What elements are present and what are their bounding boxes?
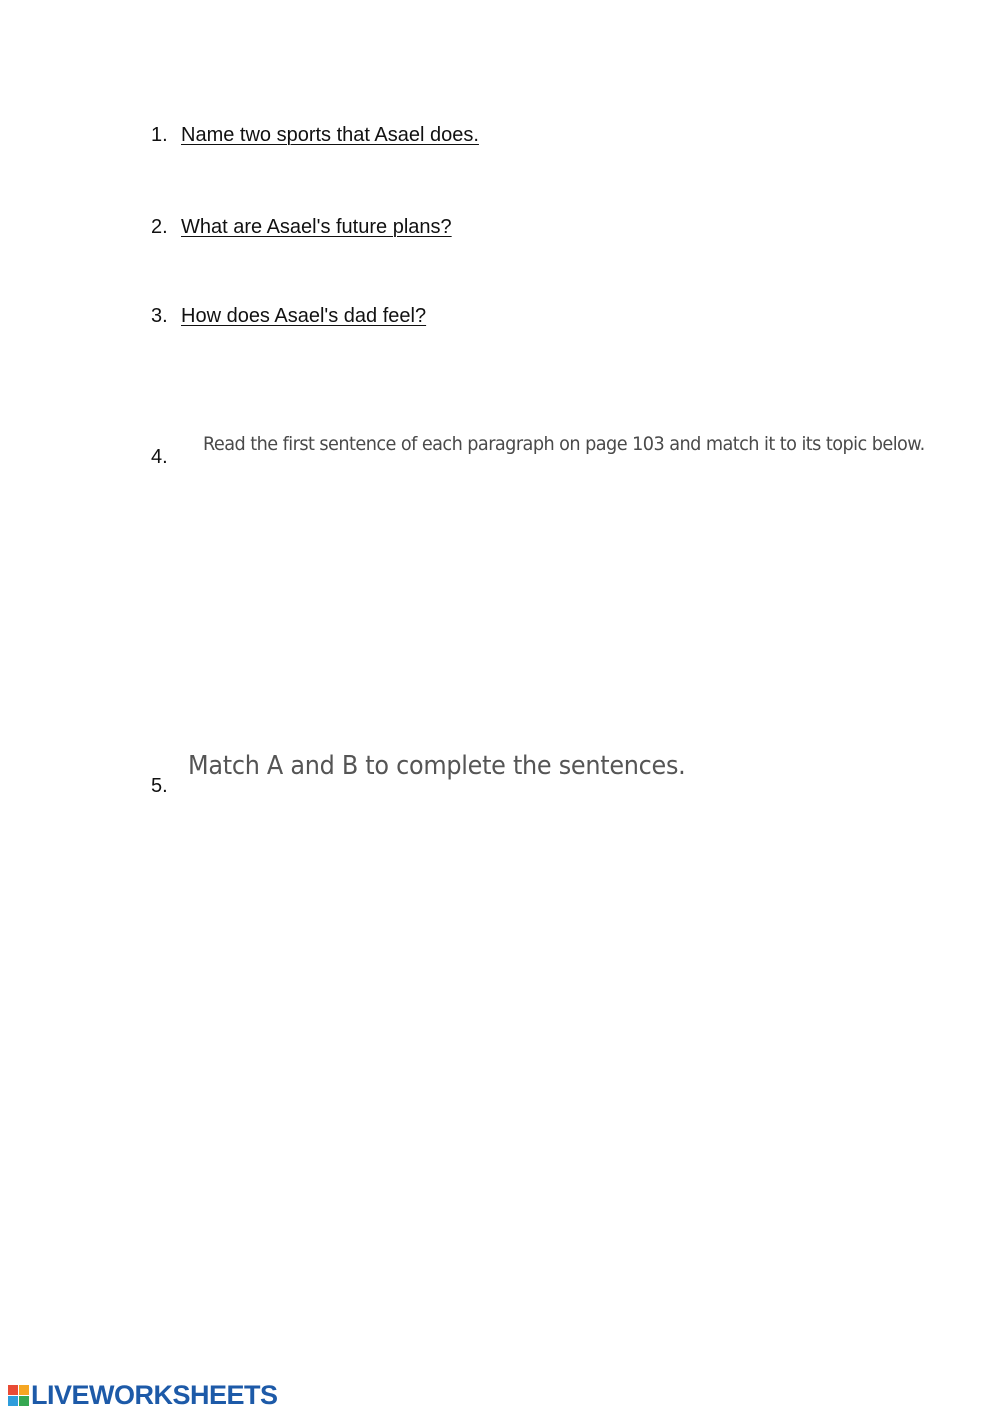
logo-block <box>8 1385 18 1395</box>
question-2 <box>151 215 452 239</box>
question-number: 1. <box>151 124 168 146</box>
logo-block <box>19 1396 29 1406</box>
logo-text: LIVEWORKSHEETS <box>31 1379 278 1410</box>
question-1 <box>151 123 479 147</box>
question-text: What are Asael's future plans? <box>181 216 452 238</box>
question-number: 3. <box>151 305 168 327</box>
question-5-instruction: Match A and B to complete the sentences. <box>188 751 686 781</box>
question-3 <box>151 304 426 328</box>
question-4-instruction: Read the first sentence of each paragraph on page 103 and match it to its topic below. <box>203 433 925 455</box>
logo-block <box>8 1396 18 1406</box>
question-4-number: 4. <box>151 446 168 468</box>
question-5-number: 5. <box>151 775 168 797</box>
liveworksheets-logo <box>8 1380 278 1410</box>
question-text: Name two sports that Asael does. <box>181 124 479 146</box>
logo-blocks-icon <box>8 1385 29 1406</box>
logo-block <box>19 1385 29 1395</box>
question-text: How does Asael's dad feel? <box>181 305 427 327</box>
question-number: 2. <box>151 216 168 238</box>
